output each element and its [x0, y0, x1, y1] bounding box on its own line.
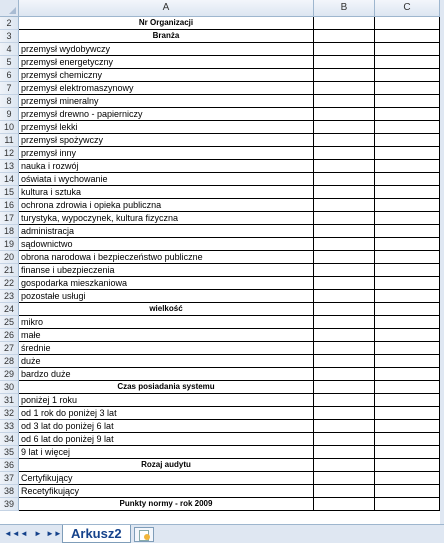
cell-c[interactable] — [375, 82, 440, 95]
cell-a[interactable]: duże — [19, 355, 314, 368]
cell-c[interactable] — [375, 329, 440, 342]
table-row — [0, 69, 444, 82]
table-row — [0, 407, 444, 420]
cell-b[interactable] — [314, 225, 375, 238]
cell-a[interactable]: obrona narodowa i bezpieczeństwo publiczne — [19, 251, 314, 264]
row-number[interactable]: 39 — [0, 498, 19, 511]
cell-c[interactable] — [375, 17, 440, 30]
cell-b[interactable] — [314, 407, 375, 420]
table-row — [0, 56, 444, 69]
cell-c[interactable] — [375, 95, 440, 108]
table-row — [0, 355, 444, 368]
cell-a[interactable]: Branża — [19, 30, 314, 43]
cell-b[interactable] — [314, 303, 375, 316]
table-row — [0, 251, 444, 264]
cell-a[interactable]: Punkty normy - rok 2009 — [19, 498, 314, 511]
cell-b[interactable] — [314, 251, 375, 264]
table-row — [0, 238, 444, 251]
cell-b[interactable] — [314, 69, 375, 82]
row-number[interactable]: 34 — [0, 433, 19, 446]
cell-c[interactable] — [375, 277, 440, 290]
table-row — [0, 420, 444, 433]
cell-a[interactable]: przemysł energetyczny — [19, 56, 314, 69]
cell-b[interactable] — [314, 43, 375, 56]
cell-c[interactable] — [375, 303, 440, 316]
table-row — [0, 186, 444, 199]
cell-b[interactable] — [314, 394, 375, 407]
cell-c[interactable] — [375, 160, 440, 173]
cell-c[interactable] — [375, 56, 440, 69]
row-number[interactable]: 25 — [0, 316, 19, 329]
table-row — [0, 459, 444, 472]
row-number[interactable]: 36 — [0, 459, 19, 472]
cell-c[interactable] — [375, 459, 440, 472]
table-row — [0, 147, 444, 160]
cell-b[interactable] — [314, 329, 375, 342]
cell-c[interactable] — [375, 121, 440, 134]
cell-b[interactable] — [314, 134, 375, 147]
cell-b[interactable] — [314, 368, 375, 381]
row-number[interactable]: 37 — [0, 472, 19, 485]
cell-b[interactable] — [314, 199, 375, 212]
table-row — [0, 134, 444, 147]
table-row — [0, 82, 444, 95]
row-number[interactable]: 17 — [0, 212, 19, 225]
column-header-c[interactable]: C — [375, 0, 440, 16]
cell-c[interactable] — [375, 381, 440, 394]
cell-a[interactable]: przemysł spożywczy — [19, 134, 314, 147]
row-number[interactable]: 4 — [0, 43, 19, 56]
cell-b[interactable] — [314, 238, 375, 251]
cell-a[interactable]: Certyfikujący — [19, 472, 314, 485]
table-row — [0, 316, 444, 329]
cell-b[interactable] — [314, 264, 375, 277]
cell-c[interactable] — [375, 108, 440, 121]
row-number[interactable]: 20 — [0, 251, 19, 264]
row-number[interactable]: 16 — [0, 199, 19, 212]
cell-c[interactable] — [375, 147, 440, 160]
table-row — [0, 121, 444, 134]
cell-c[interactable] — [375, 43, 440, 56]
cell-a[interactable]: Rozaj audytu — [19, 459, 314, 472]
last-sheet-icon[interactable]: ►► — [46, 529, 62, 538]
cell-c[interactable] — [375, 368, 440, 381]
cell-b[interactable] — [314, 56, 375, 69]
cell-a[interactable]: pozostałe usługi — [19, 290, 314, 303]
row-number[interactable]: 18 — [0, 225, 19, 238]
table-row — [0, 472, 444, 485]
row-number[interactable]: 31 — [0, 394, 19, 407]
cell-c[interactable] — [375, 407, 440, 420]
cell-a[interactable]: od 3 lat do poniżej 6 lat — [19, 420, 314, 433]
row-number[interactable]: 10 — [0, 121, 19, 134]
table-row — [0, 329, 444, 342]
table-row — [0, 394, 444, 407]
cell-c[interactable] — [375, 186, 440, 199]
column-header-bar — [0, 0, 444, 17]
row-number[interactable]: 23 — [0, 290, 19, 303]
row-number[interactable]: 12 — [0, 147, 19, 160]
row-number[interactable]: 27 — [0, 342, 19, 355]
table-row — [0, 199, 444, 212]
sheet-tab-bar — [0, 524, 444, 543]
row-number[interactable]: 29 — [0, 368, 19, 381]
cell-b[interactable] — [314, 498, 375, 511]
table-row — [0, 30, 444, 43]
row-number[interactable]: 7 — [0, 82, 19, 95]
cell-c[interactable] — [375, 225, 440, 238]
table-row — [0, 303, 444, 316]
table-row — [0, 160, 444, 173]
first-sheet-icon[interactable]: ◄◄ — [4, 529, 20, 538]
cell-b[interactable] — [314, 95, 375, 108]
row-number[interactable]: 19 — [0, 238, 19, 251]
table-row — [0, 381, 444, 394]
cell-a[interactable]: Recetyfikujący — [19, 485, 314, 498]
cell-c[interactable] — [375, 485, 440, 498]
table-row — [0, 498, 444, 511]
row-number[interactable]: 28 — [0, 355, 19, 368]
sheet-tab-arkusz2[interactable]: Arkusz2 — [62, 525, 131, 543]
cell-a[interactable]: Nr Organizacji — [19, 17, 314, 30]
cell-a[interactable]: mikro — [19, 316, 314, 329]
cell-b[interactable] — [314, 30, 375, 43]
cell-b[interactable] — [314, 381, 375, 394]
row-number[interactable]: 6 — [0, 69, 19, 82]
cell-a[interactable]: gospodarka mieszkaniowa — [19, 277, 314, 290]
cell-a[interactable]: przemysł elektromaszynowy — [19, 82, 314, 95]
row-number[interactable]: 32 — [0, 407, 19, 420]
cell-b[interactable] — [314, 82, 375, 95]
cell-b[interactable] — [314, 290, 375, 303]
cell-c[interactable] — [375, 199, 440, 212]
cell-b[interactable] — [314, 108, 375, 121]
insert-sheet-icon[interactable] — [134, 527, 154, 542]
select-all-button[interactable] — [0, 0, 19, 16]
cell-b[interactable] — [314, 355, 375, 368]
next-sheet-icon[interactable]: ► — [34, 529, 42, 538]
cell-b[interactable] — [314, 147, 375, 160]
table-row — [0, 277, 444, 290]
table-row — [0, 446, 444, 459]
cell-c[interactable] — [375, 342, 440, 355]
prev-sheet-icon[interactable]: ◄ — [20, 529, 28, 538]
cell-b[interactable] — [314, 446, 375, 459]
row-number[interactable]: 3 — [0, 30, 19, 43]
row-number[interactable]: 24 — [0, 303, 19, 316]
cell-c[interactable] — [375, 472, 440, 485]
cell-c[interactable] — [375, 290, 440, 303]
cell-b[interactable] — [314, 186, 375, 199]
table-row — [0, 173, 444, 186]
cell-a[interactable]: 9 lat i więcej — [19, 446, 314, 459]
cell-c[interactable] — [375, 134, 440, 147]
table-row — [0, 368, 444, 381]
cell-c[interactable] — [375, 238, 440, 251]
cell-b[interactable] — [314, 212, 375, 225]
cell-c[interactable] — [375, 264, 440, 277]
row-number[interactable]: 2 — [0, 17, 19, 30]
row-number[interactable]: 38 — [0, 485, 19, 498]
cell-b[interactable] — [314, 472, 375, 485]
cell-a[interactable]: bardzo duże — [19, 368, 314, 381]
cell-c[interactable] — [375, 316, 440, 329]
table-row — [0, 342, 444, 355]
row-number[interactable]: 22 — [0, 277, 19, 290]
cell-a[interactable]: nauka i rozwój — [19, 160, 314, 173]
cell-b[interactable] — [314, 277, 375, 290]
cell-b[interactable] — [314, 121, 375, 134]
cell-a[interactable]: przemysł mineralny — [19, 95, 314, 108]
cell-b[interactable] — [314, 342, 375, 355]
cell-a[interactable]: przemysł wydobywczy — [19, 43, 314, 56]
cell-a[interactable]: kultura i sztuka — [19, 186, 314, 199]
cell-a[interactable]: poniżej 1 roku — [19, 394, 314, 407]
cell-c[interactable] — [375, 251, 440, 264]
cell-a[interactable]: finanse i ubezpieczenia — [19, 264, 314, 277]
cell-c[interactable] — [375, 355, 440, 368]
row-number[interactable]: 9 — [0, 108, 19, 121]
column-header-b[interactable]: B — [314, 0, 375, 16]
cell-a[interactable]: przemysł lekki — [19, 121, 314, 134]
cell-a[interactable]: ochrona zdrowia i opieka publiczna — [19, 199, 314, 212]
cell-b[interactable] — [314, 160, 375, 173]
cell-b[interactable] — [314, 420, 375, 433]
cell-b[interactable] — [314, 459, 375, 472]
table-row — [0, 290, 444, 303]
cell-a[interactable]: od 1 rok do poniżej 3 lat — [19, 407, 314, 420]
table-row — [0, 212, 444, 225]
cell-a[interactable]: sądownictwo — [19, 238, 314, 251]
row-number[interactable]: 5 — [0, 56, 19, 69]
cell-a[interactable]: wielkość — [19, 303, 314, 316]
table-row — [0, 264, 444, 277]
cell-b[interactable] — [314, 316, 375, 329]
cell-a[interactable]: przemysł chemiczny — [19, 69, 314, 82]
row-number[interactable]: 35 — [0, 446, 19, 459]
vertical-edge — [440, 0, 444, 524]
table-row — [0, 225, 444, 238]
cell-a[interactable]: małe — [19, 329, 314, 342]
table-row — [0, 95, 444, 108]
cell-a[interactable]: administracja — [19, 225, 314, 238]
table-row — [0, 108, 444, 121]
row-number[interactable]: 26 — [0, 329, 19, 342]
cell-c[interactable] — [375, 173, 440, 186]
row-number[interactable]: 21 — [0, 264, 19, 277]
row-number[interactable]: 8 — [0, 95, 19, 108]
cell-c[interactable] — [375, 433, 440, 446]
row-number[interactable]: 11 — [0, 134, 19, 147]
cell-a[interactable]: Czas posiadania systemu — [19, 381, 314, 394]
cell-b[interactable] — [314, 173, 375, 186]
cell-a[interactable]: od 6 lat do poniżej 9 lat — [19, 433, 314, 446]
table-row — [0, 17, 444, 30]
cell-c[interactable] — [375, 69, 440, 82]
row-number[interactable]: 15 — [0, 186, 19, 199]
cell-b[interactable] — [314, 17, 375, 30]
cell-c[interactable] — [375, 498, 440, 511]
cell-a[interactable]: przemysł drewno - papierniczy — [19, 108, 314, 121]
row-number[interactable]: 14 — [0, 173, 19, 186]
cell-a[interactable]: przemysł inny — [19, 147, 314, 160]
row-number[interactable]: 33 — [0, 420, 19, 433]
row-number[interactable]: 13 — [0, 160, 19, 173]
cell-c[interactable] — [375, 212, 440, 225]
cell-a[interactable]: średnie — [19, 342, 314, 355]
cell-c[interactable] — [375, 394, 440, 407]
cell-b[interactable] — [314, 485, 375, 498]
cell-c[interactable] — [375, 30, 440, 43]
cell-c[interactable] — [375, 420, 440, 433]
cell-a[interactable]: turystyka, wypoczynek, kultura fizyczna — [19, 212, 314, 225]
cell-a[interactable]: oświata i wychowanie — [19, 173, 314, 186]
table-row — [0, 485, 444, 498]
cell-c[interactable] — [375, 446, 440, 459]
row-number[interactable]: 30 — [0, 381, 19, 394]
table-row — [0, 433, 444, 446]
table-row — [0, 43, 444, 56]
cell-b[interactable] — [314, 433, 375, 446]
column-header-a[interactable]: A — [19, 0, 314, 16]
